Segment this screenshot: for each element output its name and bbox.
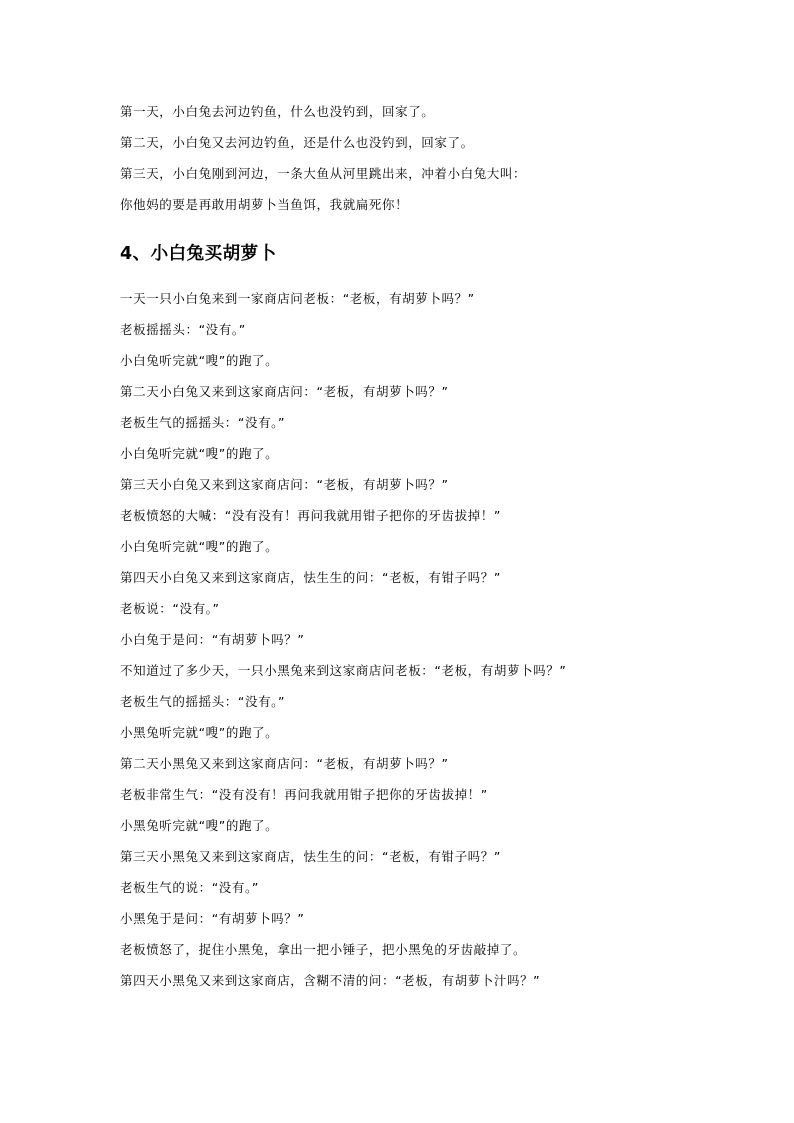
paragraph-line: 小黑兔于是问：“有胡萝卜吗？” [120,911,305,926]
paragraph-line: 第三天小白兔又来到这家商店问：“老板，有胡萝卜吗？” [120,477,449,492]
paragraph-line: 第三天小黑兔又来到这家商店，怯生生的问：“老板，有钳子吗？” [120,849,501,864]
paragraph-line: 小白兔听完就“嗖”的跑了。 [120,539,279,554]
paragraph-line: 老板愤怒了，捉住小黑兔，拿出一把小锤子，把小黑兔的牙齿敲掉了。 [120,942,527,957]
paragraph-line: 老板生气的说：“没有。” [120,880,259,895]
section-heading: 4、小白兔买胡萝卜 [120,244,277,264]
paragraph-line: 小白兔于是问：“有胡萝卜吗？” [120,632,305,647]
paragraph-line: 老板摇摇头：“没有。” [120,322,246,337]
paragraph-line: 第二天，小白兔又去河边钓鱼，还是什么也没钓到，回家了。 [120,135,474,150]
paragraph-line: 不知道过了多少天，一只小黑兔来到这家商店问老板：“老板，有胡萝卜吗？” [120,663,567,678]
paragraph-line: 老板生气的摇摇头：“没有。” [120,694,286,709]
paragraph-line: 你他妈的要是再敢用胡萝卜当鱼饵，我就扁死你！ [120,197,409,212]
paragraph-line: 第一天，小白兔去河边钓鱼，什么也没钓到，回家了。 [120,104,435,119]
paragraph-line: 第四天小白兔又来到这家商店，怯生生的问：“老板，有钳子吗？” [120,570,501,585]
paragraph-line: 小白兔听完就“嗖”的跑了。 [120,446,279,461]
paragraph-line: 老板生气的摇摇头：“没有。” [120,415,286,430]
paragraph-line: 老板愤怒的大喊：“没有没有！再问我就用钳子把你的牙齿拔掉！” [120,508,501,523]
paragraph-line: 第三天，小白兔刚到河边，一条大鱼从河里跳出来，冲着小白兔大叫： [120,166,527,181]
paragraph-line: 第二天小黑兔又来到这家商店问：“老板，有胡萝卜吗？” [120,756,449,771]
paragraph-line: 第二天小白兔又来到这家商店问：“老板，有胡萝卜吗？” [120,384,449,399]
paragraph-line: 一天一只小白兔来到一家商店问老板：“老板，有胡萝卜吗？” [120,291,475,306]
paragraph-line: 老板说：“没有。” [120,601,220,616]
paragraph-line: 小黑兔听完就“嗖”的跑了。 [120,725,279,740]
paragraph-line: 第四天小黑兔又来到这家商店，含糊不清的问：“老板，有胡萝卜汁吗？” [120,973,541,988]
paragraph-line: 小黑兔听完就“嗖”的跑了。 [120,818,279,833]
paragraph-line: 小白兔听完就“嗖”的跑了。 [120,353,279,368]
paragraph-line: 老板非常生气：“没有没有！再问我就用钳子把你的牙齿拔掉！” [120,787,488,802]
